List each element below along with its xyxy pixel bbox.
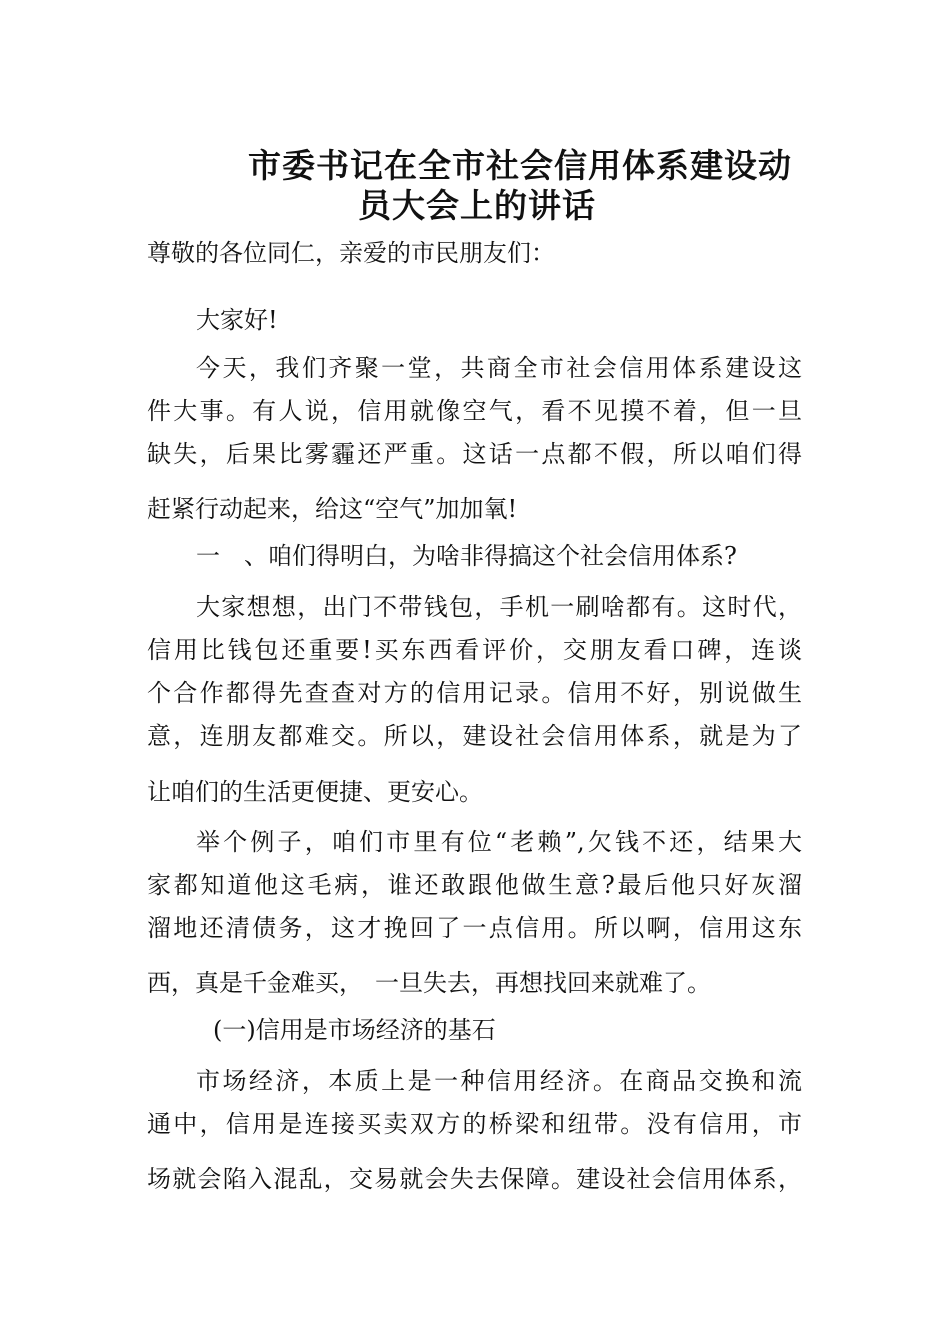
paragraph-line: 今天，我们齐聚一堂，共商全市社会信用体系建设这 [196,354,802,382]
paragraph-line: 意，连朋友都难交。所以，建设社会信用体系，就是为了 [147,722,802,750]
document-title-line-2: 员大会上的讲话 [358,186,596,225]
paragraph-line: 通中，信用是连接买卖双方的桥梁和纽带。没有信用，市 [147,1110,802,1138]
paragraph-line: 西，真是千金难买， 一旦失去，再想找回来就难了。 [147,969,711,997]
paragraph-line: 让咱们的生活更便捷、更安心。 [147,778,483,806]
greeting: 大家好! [196,306,278,334]
paragraph-line: 举个例子，咱们市里有位“老赖”,欠钱不还，结果大 [196,828,802,856]
paragraph-line: 缺失，后果比雾霾还严重。这话一点都不假，所以咱们得 [147,440,802,468]
paragraph-line: 市场经济，本质上是一种信用经济。在商品交换和流 [196,1067,802,1095]
paragraph-line: 个合作都得先查查对方的信用记录。信用不好，别说做生 [147,679,802,707]
paragraph-line: 大家想想，出门不带钱包，手机一刷啥都有。这时代， [196,593,802,621]
section-heading-1: 一 、咱们得明白，为啥非得搞这个社会信用体系? [196,542,737,570]
paragraph-line: 场就会陷入混乱，交易就会失去保障。建设社会信用体系， [147,1165,802,1193]
subsection-heading: (一)信用是市场经济的基石 [213,1016,496,1044]
document-title-line-1: 市委书记在全市社会信用体系建设动 [248,146,792,185]
paragraph-line: 件大事。有人说，信用就像空气，看不见摸不着，但一旦 [147,397,802,425]
paragraph-line: 家都知道他这毛病，谁还敢跟他做生意?最后他只好灰溜 [147,871,802,899]
salutation: 尊敬的各位同仁，亲爱的市民朋友们： [147,239,555,267]
paragraph-line: 信用比钱包还重要!买东西看评价，交朋友看口碑，连谈 [147,636,802,664]
paragraph-line: 溜地还清债务，这才挽回了一点信用。所以啊，信用这东 [147,914,802,942]
paragraph-line: 赶紧行动起来，给这“空气”加加氧! [147,495,518,523]
